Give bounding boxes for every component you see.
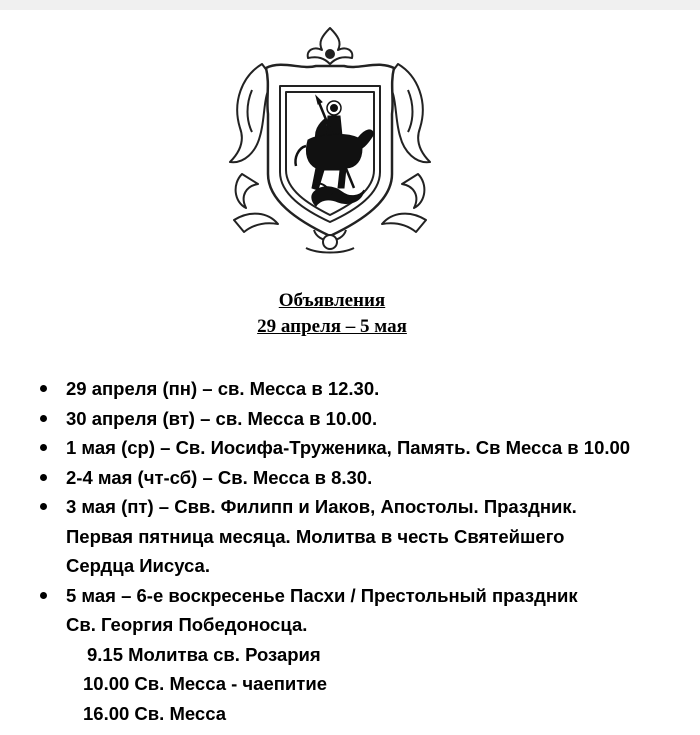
date-range-title: 29 апреля – 5 мая [257,316,407,337]
item-text: 1 мая (ср) – Св. Иосифа-Труженика, Память. Св Месса в 10.00 [66,437,631,458]
list-item [0,492,700,581]
bullet-icon [40,415,47,422]
list-item [0,433,700,463]
list-item [0,404,700,434]
bullet-icon [40,474,47,481]
bullet-icon [40,444,47,451]
item-text: Первая пятница месяца. Молитва в честь Святейшего [66,525,565,547]
item-text: 3 мая (пт) – Свв. Филипп и Иаков, Апостолы. Праздник. [66,496,577,517]
list-item [0,374,700,404]
announcements-title: Объявления [278,290,386,311]
list-item [0,463,700,493]
top-bar [0,0,700,10]
item-text: 29 апреля (пн) – св. Месса в 12.30. [66,378,380,399]
bullet-icon [40,592,47,599]
schedule-entry: 10.00 Св. Месса - чаепитие [83,673,328,694]
list-item [0,581,700,729]
item-text: 30 апреля (вт) – св. Месса в 10.00. [66,407,378,429]
item-text: Сердца Иисуса. [66,555,210,576]
schedule-entry: 16.00 Св. Месса [83,702,226,724]
announcement-list [0,374,700,728]
item-text: 5 мая – 6-е воскресенье Пасхи / Престольный праздник [66,584,578,606]
schedule-entry: 9.15 Молитва св. Розария [87,643,321,665]
coat-of-arms-emblem [222,24,438,256]
bullet-icon [40,385,47,392]
item-text: 2-4 мая (чт-сб) – Св. Месса в 8.30. [66,466,373,488]
item-text: Св. Георгия Победоносца. [66,614,308,635]
bullet-icon [40,503,47,510]
